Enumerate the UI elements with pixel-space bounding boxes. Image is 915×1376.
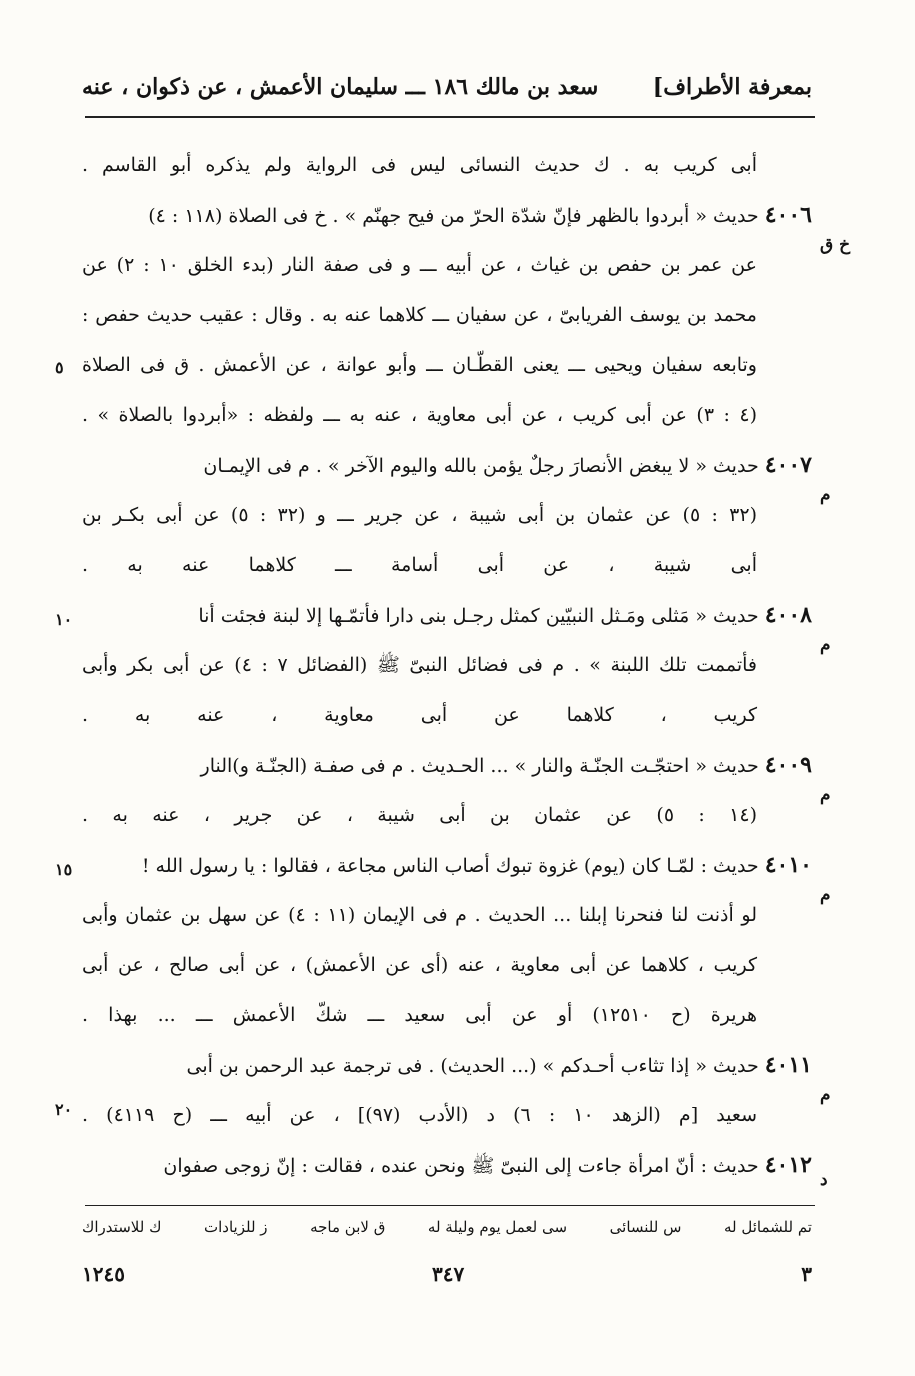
- text-line: (٤ : ٣) عن أبى كريب ، عن أبى معاوية ، عنه به ـــ ولفظه : «أبردوا بالصلاة » .: [82, 404, 757, 426]
- siglum-4007: م: [820, 485, 831, 505]
- entry-number: ٤٠١٠: [764, 852, 812, 878]
- entry-4006: ٤٠٠٦ حديث « أبردوا بالظهر فإنّ شدّة الحرّ من فيح جهنّم » . خ فى الصلاة (١١٨ : ٤): [148, 202, 812, 228]
- running-header: [82, 70, 812, 110]
- page-counter: ١٢٤٥: [82, 1262, 125, 1286]
- text-line: (١٤ : ٥) عن عثمان بن أبى شيبة ، عن جرير ، عنه به .: [82, 804, 757, 826]
- header-left: سعد بن مالك ١٨٦ ـــ سليمان الأعمش ، عن ذكوان ، عنه: [82, 74, 599, 100]
- entry-number: ٤٠٠٨: [764, 602, 812, 628]
- siglum-4010: م: [820, 885, 831, 905]
- text-line: عن عمر بن حفص بن غياث ، عن أبيه ـــ و فى صفة النار (بدء الخلق ١٠ : ٢) عن: [82, 254, 757, 276]
- entry-4007: ٤٠٠٧ حديث « لا يبغض الأنصارَ رجلٌ يؤمن بالله واليوم الآخر » . م فى الإيمـان: [203, 452, 812, 478]
- siglum-4009: م: [820, 785, 831, 805]
- entry-4009: ٤٠٠٩ حديث « احتجّـت الجنّـة والنار » ... الحـديث . م فى صفـة (الجنّـة و)النار: [200, 752, 812, 778]
- siglum-4011: م: [820, 1085, 831, 1105]
- text-line: وتابعه سفيان ويحيى ـــ يعنى القطّـان ـــ وأبو عوانة ، عن الأعمش . ق فى الصلاة: [82, 354, 757, 376]
- key-item: ز للزيادات: [204, 1218, 268, 1236]
- text-line: هريرة (ح ١٢٥١٠) أو عن أبى سعيد ـــ شكّ الأعمش ـــ ... بهذا .: [82, 1004, 757, 1026]
- text-line: لو أذنت لنا فنحرنا إبلنا ... الحديث . م فى الإيمان (١١ : ٤) عن سهل بن عثمان وأبى: [82, 904, 757, 926]
- key-item: ق لابن ماجه: [310, 1218, 386, 1236]
- entry-number: ٤٠٠٦: [764, 202, 812, 228]
- text-line: فأتممت تلك اللبنة » . م فى فضائل النبىّ ﷺ (الفضائل ٧ : ٤) عن أبى بكر وأبى: [82, 654, 757, 676]
- text-line: محمد بن يوسف الفريابىّ ، عن سفيان ـــ كلاهما عنه به . وقال : عقيب حديث حفص :: [82, 304, 757, 326]
- text-line: كريب ، كلاهما عن أبى معاوية ، عنه به .: [82, 704, 757, 726]
- page-number: ٣٤٧: [432, 1262, 465, 1286]
- text-line: سعيد [م (الزهد ١٠ : ٦) د (الأدب (٩٧)] ، عن أبيه ـــ (ح ٤١١٩) .: [82, 1104, 757, 1126]
- entry-4010: ٤٠١٠ حديث : لمّـا كان (يوم) غزوة تبوك أصاب الناس مجاعة ، فقالوا : يا رسول الله !: [141, 852, 812, 878]
- abbreviation-key: [82, 1218, 812, 1236]
- siglum-4008: م: [820, 635, 831, 655]
- entry-number: ٤٠٠٧: [764, 452, 812, 478]
- entry-4008: ٤٠٠٨ حديث « مَثلى ومَـثل النبيّين كمثل رجـل بنى دارا فأتمّـها إلا لبنة فجئت أنا: [198, 602, 812, 628]
- siglum-4006: خ ق: [820, 235, 851, 255]
- entry-number: ٤٠١١: [764, 1052, 812, 1078]
- header-right: بمعرفة الأطراف]: [652, 74, 812, 100]
- siglum-4012: د: [820, 1170, 828, 1190]
- page-volume: ٣: [801, 1262, 812, 1286]
- entry-4011: ٤٠١١ حديث « إذا تثاءب أحـدكم » (... الحديث) . فى ترجمة عبد الرحمن بن أبى: [186, 1052, 812, 1078]
- line-count-15: ١٥: [55, 860, 73, 879]
- text-line: (٣٢ : ٥) عن عثمان بن أبى شيبة ، عن جرير ـــ و (٣٢ : ٥) عن أبى بكـر بن: [82, 504, 758, 526]
- key-item: س للنسائى: [609, 1218, 682, 1236]
- line-count-20: ٢٠: [55, 1100, 73, 1119]
- page-numbers: [82, 1262, 812, 1292]
- text-line: أبى كريب به . ك حديث النسائى ليس فى الرواية ولم يذكره أبو القاسم .: [82, 154, 757, 176]
- text-line: أبى شيبة ، عن أبى أسامة ـــ كلاهما عنه به .: [82, 554, 757, 576]
- entry-number: ٤٠٠٩: [764, 752, 812, 778]
- key-item: تم للشمائل له: [723, 1218, 812, 1236]
- entry-4012: ٤٠١٢ حديث : أنّ امرأة جاءت إلى النبىّ ﷺ ونحن عنده ، فقالت : إنّ زوجى صفوان: [163, 1152, 812, 1178]
- text-body: [82, 140, 812, 1190]
- key-item: سى لعمل يوم وليلة له: [427, 1218, 568, 1236]
- header-rule: [85, 116, 815, 118]
- text-line: كريب ، كلاهما عن أبى معاوية ، عنه (أى عن الأعمش) ، عن أبى صالح ، عن أبى: [82, 954, 757, 976]
- footer-rule: [85, 1205, 815, 1206]
- line-count-10: ١٠: [55, 610, 73, 629]
- entry-number: ٤٠١٢: [764, 1152, 812, 1178]
- key-item: ك للاستدراك: [82, 1218, 162, 1236]
- line-count-5: ٥: [55, 358, 64, 377]
